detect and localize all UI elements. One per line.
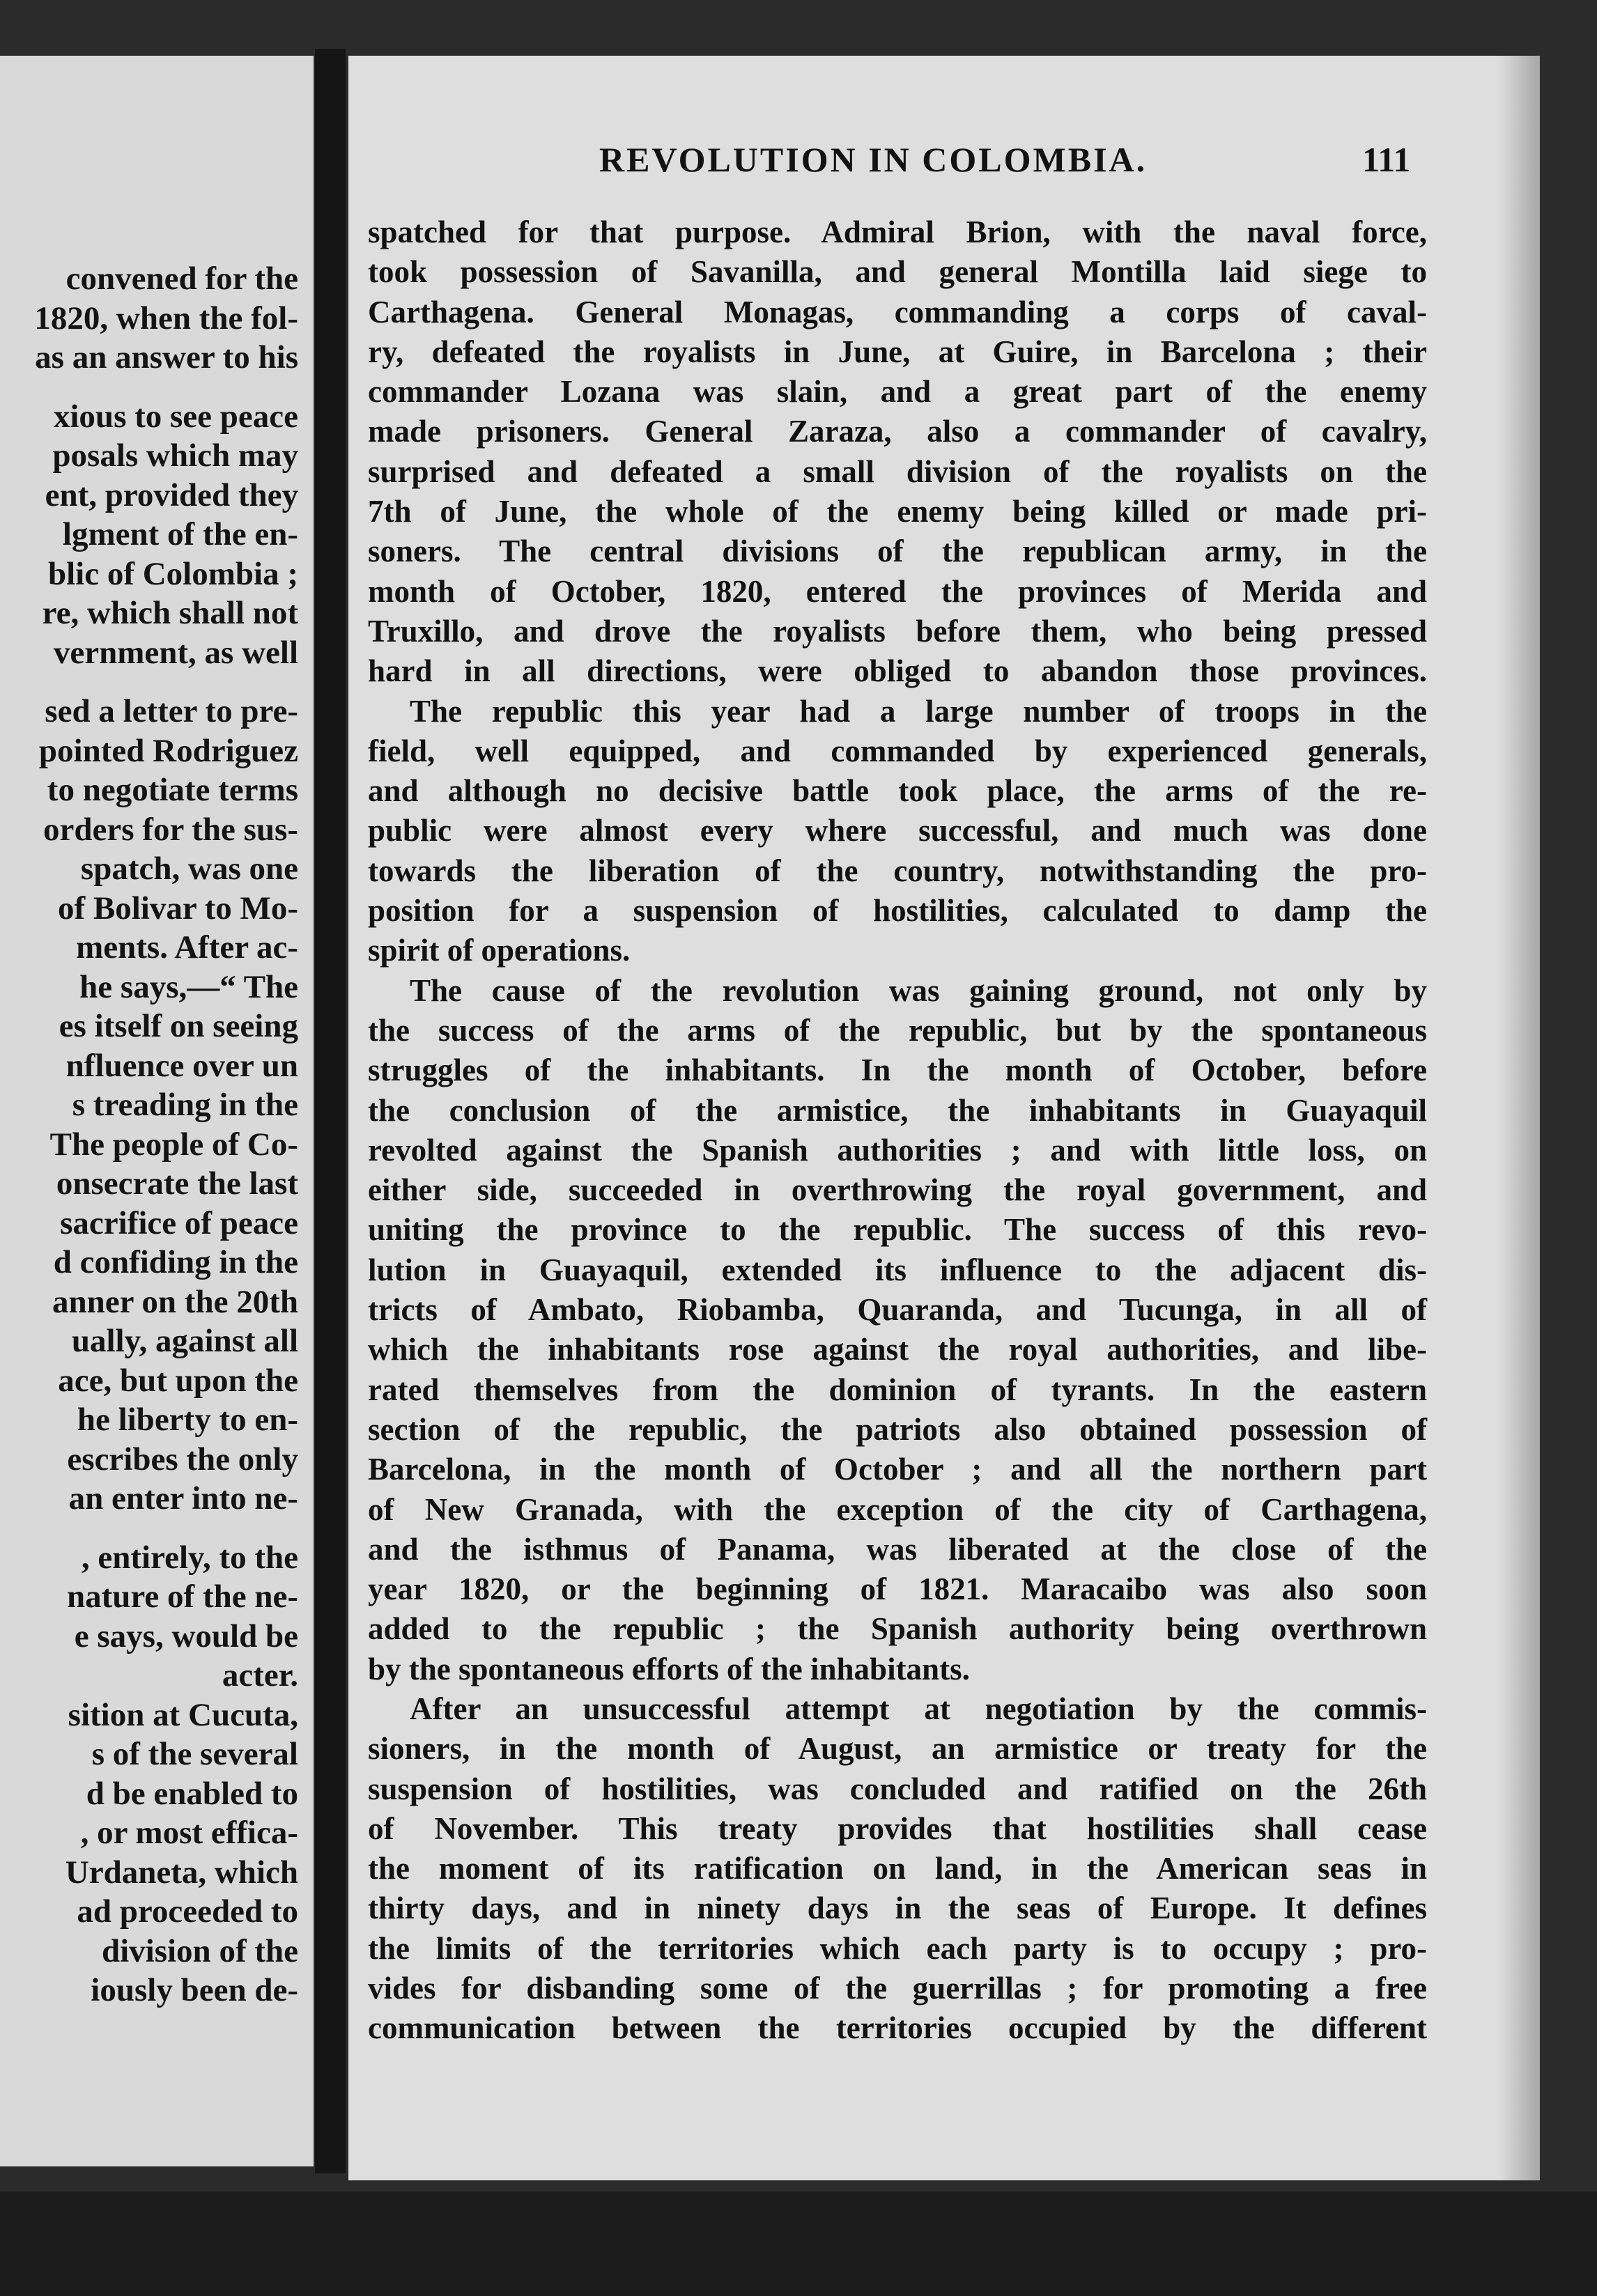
- left-page-line: sition at Cucuta,: [68, 1696, 298, 1733]
- left-page-line: orders for the sus-: [43, 811, 298, 848]
- left-page-line: [0, 378, 298, 397]
- left-page-line: e says, would be: [74, 1618, 298, 1654]
- left-page-line: , entirely, to the: [81, 1539, 298, 1576]
- left-page-line: of Bolivar to Mo-: [57, 890, 298, 926]
- left-page-line: division of the: [101, 1932, 298, 1969]
- body-line: lution in Guayaquil, extended its influence to the adjacent dis-: [368, 1252, 1427, 1287]
- body-line: public were almost every where successful, and much was done: [368, 813, 1427, 848]
- left-page-line: nfluence over un: [65, 1047, 298, 1084]
- left-page-line: xious to see peace: [53, 398, 298, 435]
- body-line: the limits of the territories which each party is to occupy ; pro-: [368, 1930, 1427, 1966]
- left-page-line: sacrifice of peace: [60, 1204, 298, 1241]
- left-page-line: anner on the 20th: [52, 1283, 298, 1320]
- body-line: made prisoners. General Zaraza, also a commander of cavalry,: [368, 414, 1427, 449]
- left-page-line: acter.: [222, 1657, 298, 1693]
- left-page-line: 1820, when the fol-: [34, 300, 298, 336]
- left-page-line: es itself on seeing: [59, 1008, 298, 1044]
- page-number: 111: [1362, 140, 1411, 179]
- left-page-line: nature of the ne-: [66, 1578, 298, 1615]
- body-line: the conclusion of the armistice, the inhabitants in Guayaquil: [368, 1092, 1427, 1128]
- body-line: and although no decisive battle took place, the arms of the re-: [368, 773, 1427, 809]
- body-line: struggles of the inhabitants. In the month of October, before: [368, 1053, 1427, 1088]
- left-page-line: s of the several: [91, 1736, 298, 1772]
- body-line: sioners, in the month of August, an armistice or treaty for the: [368, 1731, 1427, 1767]
- left-page-line: , or most effica-: [80, 1815, 298, 1851]
- left-page-line: Urdaneta, which: [65, 1854, 298, 1891]
- body-line: of November. This treaty provides that hostilities shall cease: [368, 1810, 1427, 1846]
- body-line: ry, defeated the royalists in June, at Guire, in Barcelona ; their: [368, 334, 1427, 369]
- left-page-line: spatch, was one: [80, 851, 298, 887]
- left-page-line: he liberty to en-: [77, 1402, 298, 1438]
- body-line: spirit of operations.: [368, 933, 631, 968]
- body-line: took possession of Savanilla, and general Montilla laid siege to: [368, 254, 1427, 290]
- left-page-text: [0, 259, 298, 2010]
- body-line: towards the liberation of the country, notwithstanding the pro-: [368, 853, 1427, 888]
- body-line: the moment of its ratification on land, in the American seas in: [368, 1851, 1427, 1886]
- body-line: 7th of June, the whole of the enemy being killed or made pri-: [368, 494, 1427, 529]
- left-page-line: he says,—“ The: [79, 968, 298, 1005]
- left-page-line: d be enabled to: [86, 1775, 298, 1812]
- left-page-line: posals which may: [52, 437, 298, 474]
- left-page-line: onsecrate the last: [56, 1165, 298, 1202]
- body-line: year 1820, or the beginning of 1821. Maracaibo was also soon: [368, 1572, 1427, 1607]
- body-line: uniting the province to the republic. The success of this revo-: [368, 1212, 1427, 1248]
- body-line: and the isthmus of Panama, was liberated at the close of the: [368, 1531, 1427, 1567]
- body-line: rated themselves from the dominion of tyrants. In the eastern: [368, 1372, 1427, 1407]
- book-spine: [315, 49, 346, 2173]
- left-page-line: ace, but upon the: [58, 1362, 298, 1399]
- body-line: which the inhabitants rose against the royal authorities, and libe-: [368, 1332, 1427, 1367]
- left-page-line: ent, provided they: [45, 476, 298, 513]
- body-line: vides for disbanding some of the guerrillas ; for promoting a free: [368, 1971, 1427, 2006]
- left-page-line: escribes the only: [67, 1441, 298, 1477]
- body-line: spatched for that purpose. Admiral Brion, with the naval force,: [368, 215, 1427, 249]
- right-page: [348, 56, 1540, 2180]
- body-line: field, well equipped, and commanded by experienced generals,: [368, 733, 1427, 768]
- scanner-background: [0, 2192, 1597, 2296]
- body-line: Carthagena. General Monagas, commanding a corps of caval-: [368, 294, 1427, 329]
- left-page-line: [0, 672, 298, 692]
- left-page-line: lgment of the en-: [62, 516, 298, 552]
- body-line: After an unsuccessful attempt at negotiation by the commis-: [410, 1691, 1427, 1726]
- body-line: either side, succeeded in overthrowing the royal government, and: [368, 1172, 1427, 1208]
- left-page-line: The people of Co-: [49, 1126, 298, 1163]
- body-line: The republic this year had a large number of troops in the: [410, 693, 1427, 729]
- left-page-line: re, which shall not: [42, 595, 298, 631]
- left-page-line: pointed Rodriguez: [38, 732, 298, 769]
- body-text: [368, 212, 1427, 2049]
- body-line: soners. The central divisions of the republican army, in the: [368, 534, 1427, 569]
- body-line: thirty days, and in ninety days in the seas of Europe. It defines: [368, 1891, 1427, 1926]
- left-page-line: convened for the: [65, 261, 298, 297]
- left-page-line: [0, 1519, 298, 1538]
- left-page-line: ually, against all: [71, 1323, 298, 1359]
- body-line: Truxillo, and drove the royalists before them, who being pressed: [368, 613, 1427, 649]
- left-page-line: d confiding in the: [53, 1244, 298, 1280]
- body-line: communication between the territories occupied by the different: [368, 2010, 1427, 2046]
- body-line: Barcelona, in the month of October ; and all the northern part: [368, 1452, 1427, 1487]
- running-head: REVOLUTION IN COLOMBIA.: [599, 140, 1148, 179]
- body-line: commander Lozana was slain, and a great part of the enemy: [368, 374, 1427, 410]
- body-line: of New Granada, with the exception of the city of Carthagena,: [368, 1491, 1427, 1527]
- body-line: added to the republic ; the Spanish authority being overthrown: [368, 1611, 1427, 1647]
- left-page-line: an enter into ne-: [68, 1480, 298, 1517]
- left-facing-page: [0, 56, 314, 2166]
- body-line: month of October, 1820, entered the provinces of Merida and: [368, 573, 1427, 609]
- left-page-line: sed a letter to pre-: [45, 693, 298, 729]
- left-page-line: vernment, as well: [53, 634, 298, 671]
- left-page-line: iously been de-: [91, 1972, 298, 2008]
- left-page-line: as an answer to his: [35, 339, 298, 375]
- body-line: section of the republic, the patriots also obtained possession of: [368, 1411, 1427, 1447]
- left-page-line: ad proceeded to: [77, 1893, 298, 1930]
- body-line: hard in all directions, were obliged to abandon those provinces.: [368, 653, 1427, 689]
- left-page-line: ments. After ac-: [76, 929, 298, 965]
- left-page-line: blic of Colombia ;: [47, 555, 298, 592]
- body-line: by the spontaneous efforts of the inhabitants.: [368, 1651, 970, 1686]
- left-page-line: to negotiate terms: [47, 772, 298, 808]
- body-line: tricts of Ambato, Riobamba, Quaranda, and Tucunga, in all of: [368, 1292, 1427, 1328]
- body-line: suspension of hostilities, was concluded and ratified on the 26th: [368, 1771, 1427, 1806]
- body-line: The cause of the revolution was gaining ground, not only by: [410, 972, 1427, 1008]
- body-line: surprised and defeated a small division of the royalists on the: [368, 453, 1427, 489]
- body-line: the success of the arms of the republic, but by the spontaneous: [368, 1012, 1427, 1048]
- left-page-line: s treading in the: [72, 1087, 298, 1123]
- body-line: position for a suspension of hostilities, calculated to damp the: [368, 893, 1427, 929]
- body-line: revolted against the Spanish authorities ; and with little loss, on: [368, 1132, 1427, 1168]
